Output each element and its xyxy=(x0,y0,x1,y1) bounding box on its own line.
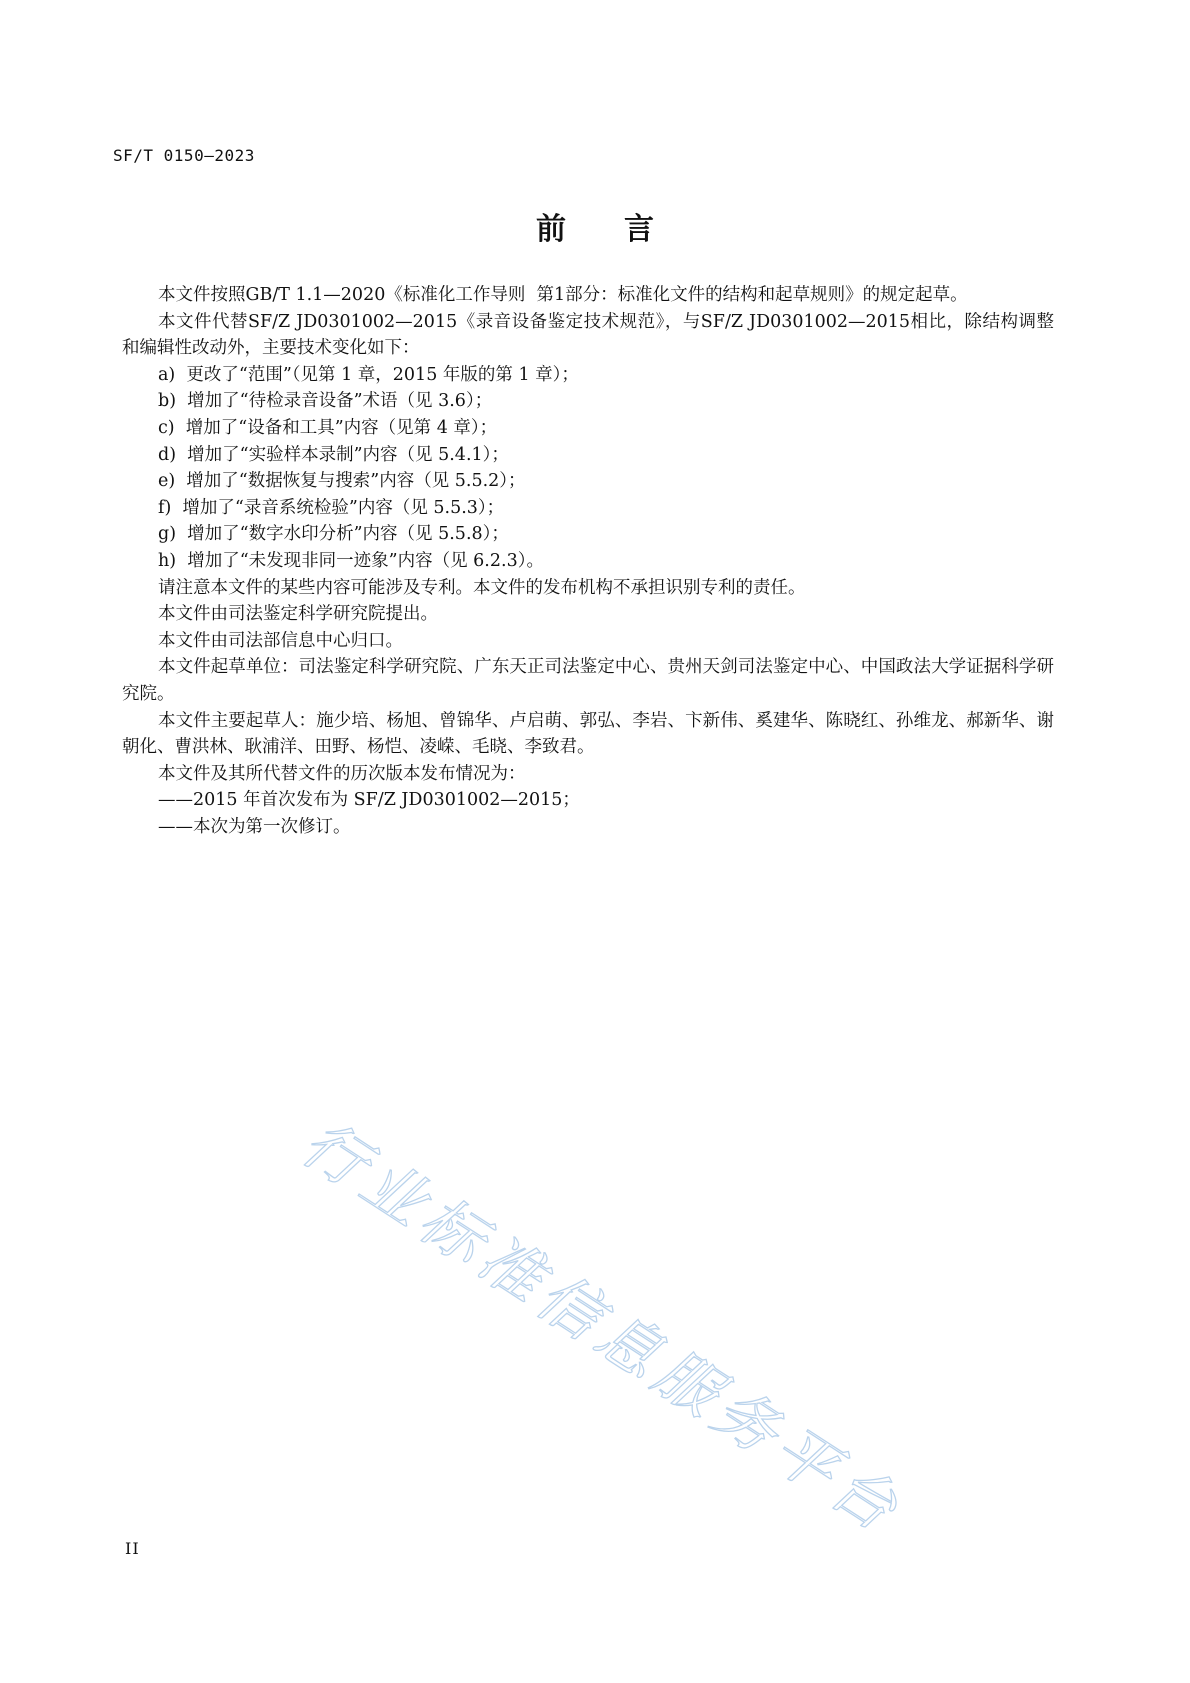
watermark: 行业标准信息服务平台 xyxy=(289,1106,917,1549)
change-item: d) 增加了“实验样本录制”内容（见 5.4.1）； xyxy=(158,444,509,465)
foreword-body xyxy=(122,282,1054,840)
heading-char: 言 xyxy=(624,212,654,247)
history-item: ——2015 年首次发布为 SF/Z JD0301002—2015； xyxy=(158,790,580,811)
patent-notice: 请注意本文件的某些内容可能涉及专利。本文件的发布机构不承担识别专利的责任。 xyxy=(158,577,806,598)
heading-char: 前 xyxy=(536,212,566,247)
paragraph: 本文件代替SF/Z JD0301002—2015《录音设备鉴定技术规范》，与SF/Z JD0301002—2015相比，除结构调整和编辑性改动外，主要技术变化如下： xyxy=(122,311,1054,359)
drafting-units: 本文件起草单位：司法鉴定科学研究院、广东天正司法鉴定中心、贵州天剑司法鉴定中心、中国政法大学证据科学研究院。 xyxy=(122,657,1054,704)
change-item: a) 更改了“范围”（见第 1 章，2015 年版的第 1 章）； xyxy=(158,364,579,385)
history-item: ——本次为第一次修订。 xyxy=(158,816,351,837)
paragraph: 本文件按照GB/T 1.1—2020《标准化工作导则 第1部分：标准化文件的结构和起草规则》的规定起草。 xyxy=(158,285,968,305)
drafters: 本文件主要起草人：施少培、杨旭、曾锦华、卢启萌、郭弘、李岩、卞新伟、奚建华、陈晓红、孙维龙、郝新华、谢朝化、曹洪林、耿浦洋、田野、杨恺、凌嵘、毛晓、李致君。 xyxy=(122,710,1054,758)
proposer-statement: 本文件由司法鉴定科学研究院提出。 xyxy=(158,604,438,625)
section-heading xyxy=(0,204,1190,248)
version-history-intro: 本文件及其所代替文件的历次版本发布情况为： xyxy=(158,763,526,784)
change-item: h) 增加了“未发现非同一迹象”内容（见 6.2.3）。 xyxy=(158,550,544,571)
page-number: II xyxy=(125,1539,140,1558)
administrator-statement: 本文件由司法部信息中心归口。 xyxy=(158,630,403,651)
change-item: b) 增加了“待检录音设备”术语（见 3.6）； xyxy=(158,391,493,412)
document-code: SF/T 0150—2023 xyxy=(113,146,255,165)
change-item: f) 增加了“录音系统检验”内容（见 5.5.3）； xyxy=(158,497,505,518)
change-item: c) 增加了“设备和工具”内容（见第 4 章）； xyxy=(158,417,498,438)
change-item: e) 增加了“数据恢复与搜索”内容（见 5.5.2）； xyxy=(158,471,526,492)
change-item: g) 增加了“数字水印分析”内容（见 5.5.8）； xyxy=(158,524,509,545)
